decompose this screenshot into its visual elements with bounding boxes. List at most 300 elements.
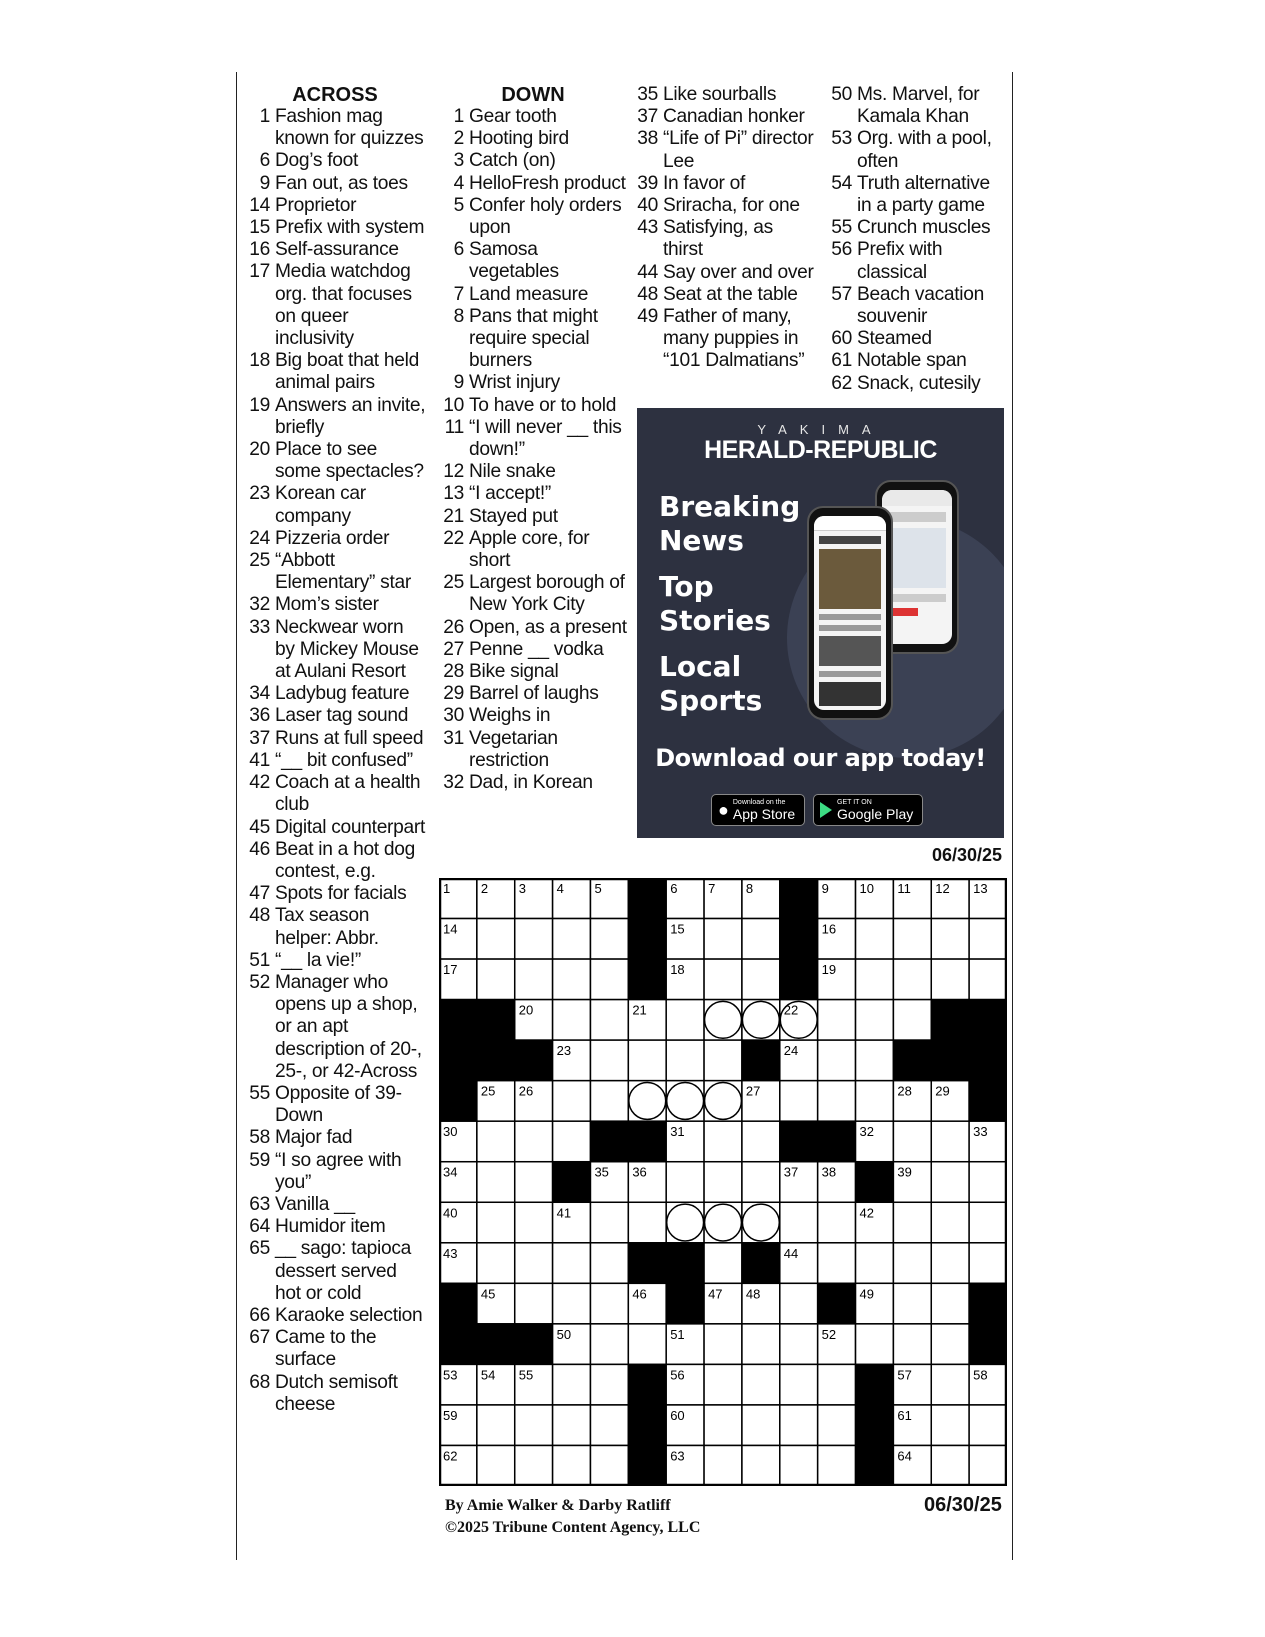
grid-cell[interactable] [515,1283,553,1324]
grid-cell-number: 2 [480,881,489,896]
grid-cell[interactable] [893,1000,931,1041]
grid-cell[interactable] [969,1202,1007,1243]
clue-number: 25 [443,572,464,594]
grid-cell[interactable] [590,1040,628,1081]
grid-cell[interactable] [628,1040,666,1081]
grid-cell[interactable] [515,959,553,1000]
clue-number: 18 [249,350,270,372]
clue-item[interactable] [244,1194,426,1216]
grid-cell[interactable] [893,1202,931,1243]
grid-cell-number: 55 [518,1367,534,1383]
clue-text: Satisfying, as thirst [663,217,773,261]
grid-cell[interactable] [931,1162,969,1203]
grid-cell[interactable] [818,1445,856,1486]
google-play-button[interactable] [813,794,923,826]
grid-cell[interactable] [780,1202,818,1243]
clue-item[interactable] [244,106,426,150]
clue-item[interactable] [244,839,426,883]
clue-text: Digital counterpart [275,816,426,838]
clue-item[interactable] [632,217,817,261]
grid-cell[interactable] [931,1283,969,1324]
clue-item[interactable] [438,683,628,705]
clue-number: 39 [637,172,658,194]
grid-cell[interactable] [818,1243,856,1284]
grid-cell[interactable] [590,1081,628,1122]
clue-item[interactable] [438,128,628,150]
clue-text: HelloFresh product [469,172,626,194]
clue-item[interactable] [244,1127,426,1149]
right-column-rule [1012,72,1013,1560]
grid-cell[interactable] [628,1202,666,1243]
grid-cell[interactable] [893,1324,931,1365]
grid-cell[interactable] [553,1000,591,1041]
grid-cell[interactable] [704,1364,742,1405]
clue-number: 23 [249,483,270,505]
grid-cell[interactable] [553,1364,591,1405]
clue-item[interactable] [244,594,426,616]
grid-cell[interactable] [704,1202,742,1243]
grid-cell[interactable] [780,1283,818,1324]
grid-cell[interactable] [553,1445,591,1486]
grid-cell[interactable] [931,1243,969,1284]
down-heading: DOWN [501,84,565,106]
grid-cell[interactable] [666,1040,704,1081]
grid-cell[interactable] [477,1243,515,1284]
clue-item[interactable] [244,705,426,727]
clue-text: Fan out, as toes [275,172,408,194]
clue-number: 59 [249,1149,270,1171]
grid-cell-number: 5 [594,881,602,896]
app-advertisement[interactable] [637,408,1004,838]
grid-cell[interactable] [742,959,780,1000]
grid-cell[interactable] [590,1324,628,1365]
grid-cell[interactable] [931,1202,969,1243]
clue-item[interactable] [244,728,426,750]
grid-cell[interactable] [818,1081,856,1122]
grid-cell-number: 53 [443,1367,458,1383]
clue-item[interactable] [438,483,628,505]
grid-cell[interactable] [742,1000,780,1041]
clue-item[interactable] [632,195,817,217]
grid-cell[interactable] [477,1162,515,1203]
grid-cell-number: 35 [594,1164,609,1180]
grid-cell[interactable] [856,1000,894,1041]
grid-cell-number: 23 [556,1043,572,1059]
clue-item[interactable] [826,328,1006,350]
grid-cell[interactable] [931,919,969,960]
grid-block [439,1081,477,1122]
clue-item[interactable] [632,106,817,128]
grid-cell[interactable] [515,1405,553,1446]
clue-number: 45 [249,816,270,838]
clue-item[interactable] [632,306,817,373]
grid-cell[interactable] [931,1445,969,1486]
grid-cell-number: 21 [632,1002,647,1018]
app-store-button[interactable] [711,794,805,826]
grid-cell[interactable] [590,1000,628,1041]
clue-text: Came to the surface [275,1327,377,1371]
clue-item[interactable] [438,106,628,128]
clue-number: 64 [249,1216,270,1238]
grid-cell-number: 13 [973,881,988,896]
grid-block [628,1243,666,1284]
clue-text: Father of many, many puppies in “101 Dalmatians” [663,306,805,372]
clue-item[interactable] [244,1327,426,1371]
clue-item[interactable] [244,750,426,772]
clue-item[interactable] [438,173,628,195]
clue-text: Catch (on) [469,150,556,172]
clue-number: 65 [249,1238,270,1260]
grid-cell-number: 16 [821,921,837,937]
grid-cell-number: 48 [745,1286,761,1302]
clue-item[interactable] [438,150,628,172]
grid-block [856,1445,894,1486]
clue-text: Ms. Marvel, for Kamala Khan [857,84,980,128]
grid-cell[interactable] [515,1202,553,1243]
grid-cell[interactable] [969,1243,1007,1284]
clue-item[interactable] [632,262,817,284]
clue-item[interactable] [244,683,426,705]
grid-cell[interactable] [704,1162,742,1203]
grid-cell[interactable] [742,1202,780,1243]
clue-number: 58 [249,1127,270,1149]
clue-number: 44 [637,261,658,283]
clue-item[interactable] [244,617,426,684]
clue-number: 49 [637,306,658,328]
grid-cell[interactable] [590,1283,628,1324]
clue-item[interactable] [438,705,628,727]
grid-cell[interactable] [590,1405,628,1446]
grid-cell[interactable] [893,1121,931,1162]
clue-item[interactable] [438,239,628,283]
clue-number: 67 [249,1327,270,1349]
clue-item[interactable] [244,1238,426,1305]
grid-cell[interactable] [704,1405,742,1446]
clue-item[interactable] [244,972,426,1083]
grid-cell[interactable] [931,1405,969,1446]
clue-item[interactable] [438,661,628,683]
grid-cell[interactable] [704,1000,742,1041]
clue-item[interactable] [244,483,426,527]
grid-cell[interactable] [818,1405,856,1446]
grid-cell[interactable] [856,919,894,960]
grid-cell[interactable] [515,1162,553,1203]
grid-block [818,1283,856,1324]
clue-text: Big boat that held animal pairs [275,350,419,394]
grid-cell[interactable] [666,1081,704,1122]
clue-item[interactable] [244,1372,426,1416]
grid-cell[interactable] [704,1324,742,1365]
clue-number: 41 [249,749,270,771]
clue-item[interactable] [438,617,628,639]
clue-text: Proprietor [275,194,357,216]
clue-item[interactable] [244,1083,426,1127]
clue-item[interactable] [826,84,1006,128]
grid-cell[interactable] [780,1445,818,1486]
clue-number: 16 [249,239,270,261]
clue-item[interactable] [826,239,1006,283]
clue-number: 1 [259,106,270,127]
grid-cell[interactable] [515,1121,553,1162]
grid-block [590,1121,628,1162]
grid-cell[interactable] [477,919,515,960]
grid-cell[interactable] [628,1081,666,1122]
clue-item[interactable] [244,350,426,394]
grid-cell[interactable] [818,1000,856,1041]
clue-item[interactable] [244,950,426,972]
clue-number: 29 [443,683,464,705]
grid-cell[interactable] [553,919,591,960]
clue-number: 40 [637,195,658,217]
clue-item[interactable] [826,350,1006,372]
clue-item[interactable] [244,439,426,483]
grid-cell[interactable] [780,1364,818,1405]
grid-cell[interactable] [818,1202,856,1243]
clue-text: “__ la vie!” [275,949,361,971]
clue-item[interactable] [826,373,1006,395]
grid-cell[interactable] [666,1000,704,1041]
clue-text: Crunch muscles [857,217,991,239]
grid-cell-number: 54 [480,1367,496,1383]
clue-item[interactable] [244,195,426,217]
clue-text: “Abbott Elementary” star [275,550,411,594]
clue-number: 7 [453,283,464,305]
grid-cell[interactable] [704,1081,742,1122]
clue-number: 57 [831,283,852,305]
app-store-label: App Store [732,805,796,822]
grid-cell-number: 26 [518,1083,534,1099]
grid-cell-number: 8 [745,881,754,896]
clue-item[interactable] [826,217,1006,239]
clue-number: 14 [249,194,270,216]
clue-item[interactable] [244,173,426,195]
grid-cell[interactable] [780,1405,818,1446]
clue-item[interactable] [632,84,817,106]
grid-cell-number: 15 [670,921,685,937]
clue-text: Vegetarian restriction [469,727,558,771]
grid-cell[interactable] [704,1243,742,1284]
grid-cell-number: 33 [973,1124,988,1140]
grid-cell[interactable] [969,959,1007,1000]
grid-cell[interactable] [856,1324,894,1365]
clue-text: “I will never __ this down!” [469,416,622,461]
clue-number: 38 [637,128,658,150]
grid-cell[interactable] [590,1202,628,1243]
grid-cell[interactable] [590,1243,628,1284]
clue-text: Beat in a hot dog contest, e.g. [275,838,415,882]
grid-cell[interactable] [477,1405,515,1446]
clue-item[interactable] [438,195,628,239]
clue-number: 28 [443,661,464,683]
grid-block [969,1040,1007,1081]
clue-text: Dutch semisoft cheese [275,1371,398,1415]
clue-item[interactable] [438,372,628,394]
grid-cell[interactable] [553,1243,591,1284]
grid-cell[interactable] [515,1445,553,1486]
clue-item[interactable] [438,395,628,417]
clue-item[interactable] [244,883,426,905]
clue-number: 1 [453,106,464,127]
clue-item[interactable] [438,728,628,772]
grid-cell[interactable] [969,1445,1007,1486]
grid-cell[interactable] [931,1364,969,1405]
grid-cell[interactable] [590,1445,628,1486]
clue-item[interactable] [438,506,628,528]
grid-cell[interactable] [856,1081,894,1122]
clue-item[interactable] [244,1305,426,1327]
grid-cell[interactable] [704,1040,742,1081]
grid-cell[interactable] [553,959,591,1000]
clue-item[interactable] [244,217,426,239]
grid-cell[interactable] [590,1364,628,1405]
grid-cell-number: 24 [783,1043,799,1059]
grid-cell[interactable] [628,1324,666,1365]
grid-cell-number: 52 [821,1326,837,1342]
clue-number: 36 [249,705,270,727]
grid-cell[interactable] [553,1081,591,1122]
clue-item[interactable] [244,261,426,350]
clue-item[interactable] [244,550,426,594]
grid-cell[interactable] [553,1405,591,1446]
grid-cell[interactable] [818,1040,856,1081]
grid-block [969,1081,1007,1122]
grid-cell[interactable] [704,919,742,960]
clue-number: 53 [831,128,852,150]
grid-block [439,1324,477,1365]
grid-cell[interactable] [742,919,780,960]
grid-cell-number: 4 [556,881,564,896]
clue-item[interactable] [244,239,426,261]
clue-text: Humidor item [275,1216,386,1238]
grid-cell[interactable] [704,959,742,1000]
grid-cell[interactable] [856,1040,894,1081]
grid-cell[interactable] [666,1162,704,1203]
grid-cell[interactable] [818,1364,856,1405]
grid-cell[interactable] [477,959,515,1000]
grid-cell[interactable] [856,959,894,1000]
grid-cell[interactable] [893,959,931,1000]
grid-cell-number: 28 [897,1083,912,1099]
grid-cell[interactable] [742,1405,780,1446]
clue-text: Apple core, for short [469,527,590,572]
grid-cell[interactable] [477,1121,515,1162]
grid-cell-number: 60 [670,1407,685,1423]
grid-cell[interactable] [856,1243,894,1284]
clue-text: Land measure [469,283,589,305]
grid-cell[interactable] [515,919,553,960]
clue-item[interactable] [244,150,426,172]
clue-text: To have or to hold [469,394,617,416]
grid-cell-number: 59 [443,1407,458,1423]
grid-cell-number: 64 [897,1448,912,1464]
grid-cell-number: 25 [480,1083,496,1099]
clue-text: Confer holy orders upon [469,194,622,239]
clue-item[interactable] [438,639,628,661]
grid-cell-number: 7 [708,881,716,896]
clue-text: Self-assurance [275,239,399,261]
clue-item[interactable] [244,1150,426,1194]
grid-cell[interactable] [931,1324,969,1365]
clue-item[interactable] [438,528,628,572]
grid-cell[interactable] [742,1324,780,1365]
grid-cell-number: 43 [443,1245,458,1261]
clue-number: 13 [443,483,464,505]
clue-item[interactable] [244,1216,426,1238]
clue-item[interactable] [244,905,426,949]
grid-block [553,1162,591,1203]
clue-item[interactable] [438,284,628,306]
clue-item[interactable] [632,284,817,306]
grid-cell[interactable] [742,1445,780,1486]
clue-item[interactable] [244,528,426,550]
clue-item[interactable] [438,772,628,794]
clue-item[interactable] [632,128,817,172]
clue-item[interactable] [244,395,426,439]
clue-text: Korean car company [275,483,366,527]
clue-item[interactable] [632,173,817,195]
grid-cell[interactable] [893,1243,931,1284]
clue-item[interactable] [244,817,426,839]
grid-cell[interactable] [931,959,969,1000]
clue-number: 32 [249,594,270,616]
clue-item[interactable] [244,772,426,816]
grid-cell[interactable] [704,1445,742,1486]
grid-cell[interactable] [477,1445,515,1486]
grid-cell[interactable] [969,919,1007,960]
clue-number: 68 [249,1371,270,1393]
grid-cell[interactable] [742,1162,780,1203]
clue-item[interactable] [438,572,628,616]
clue-text: Media watchdog org. that focuses on queer inclusivity [275,261,412,350]
grid-cell[interactable] [553,1121,591,1162]
clue-item[interactable] [438,461,628,483]
clue-item[interactable] [826,128,1006,172]
google-play-small-text: GET IT ON [837,798,872,806]
grid-cell[interactable] [780,1081,818,1122]
grid-cell[interactable] [477,1202,515,1243]
grid-cell[interactable] [590,959,628,1000]
grid-block [969,1000,1007,1041]
clue-item[interactable] [438,306,628,373]
clue-number: 21 [443,505,464,527]
grid-cell[interactable] [969,1162,1007,1203]
grid-cell[interactable] [742,1364,780,1405]
clue-number: 62 [831,372,852,394]
grid-cell[interactable] [742,1121,780,1162]
grid-cell[interactable] [704,1121,742,1162]
grid-cell[interactable] [515,1243,553,1284]
grid-cell[interactable] [893,1283,931,1324]
clue-item[interactable] [438,417,628,461]
clue-text: Like sourballs [663,84,777,105]
clue-text: Barrel of laughs [469,683,599,705]
grid-cell[interactable] [893,919,931,960]
grid-cell[interactable] [969,1405,1007,1446]
phone-front-icon [807,506,893,720]
clue-item[interactable] [826,173,1006,217]
clue-number: 55 [831,217,852,239]
grid-cell[interactable] [780,1324,818,1365]
crossword-grid[interactable] [439,878,1007,1486]
grid-cell[interactable] [590,919,628,960]
grid-cell[interactable] [666,1202,704,1243]
grid-cell[interactable] [931,1121,969,1162]
clue-item[interactable] [826,284,1006,328]
clue-text: Answers an invite, briefly [275,394,426,438]
grid-cell[interactable] [553,1283,591,1324]
google-play-icon [820,802,832,818]
clue-text: Sriracha, for one [663,195,800,217]
